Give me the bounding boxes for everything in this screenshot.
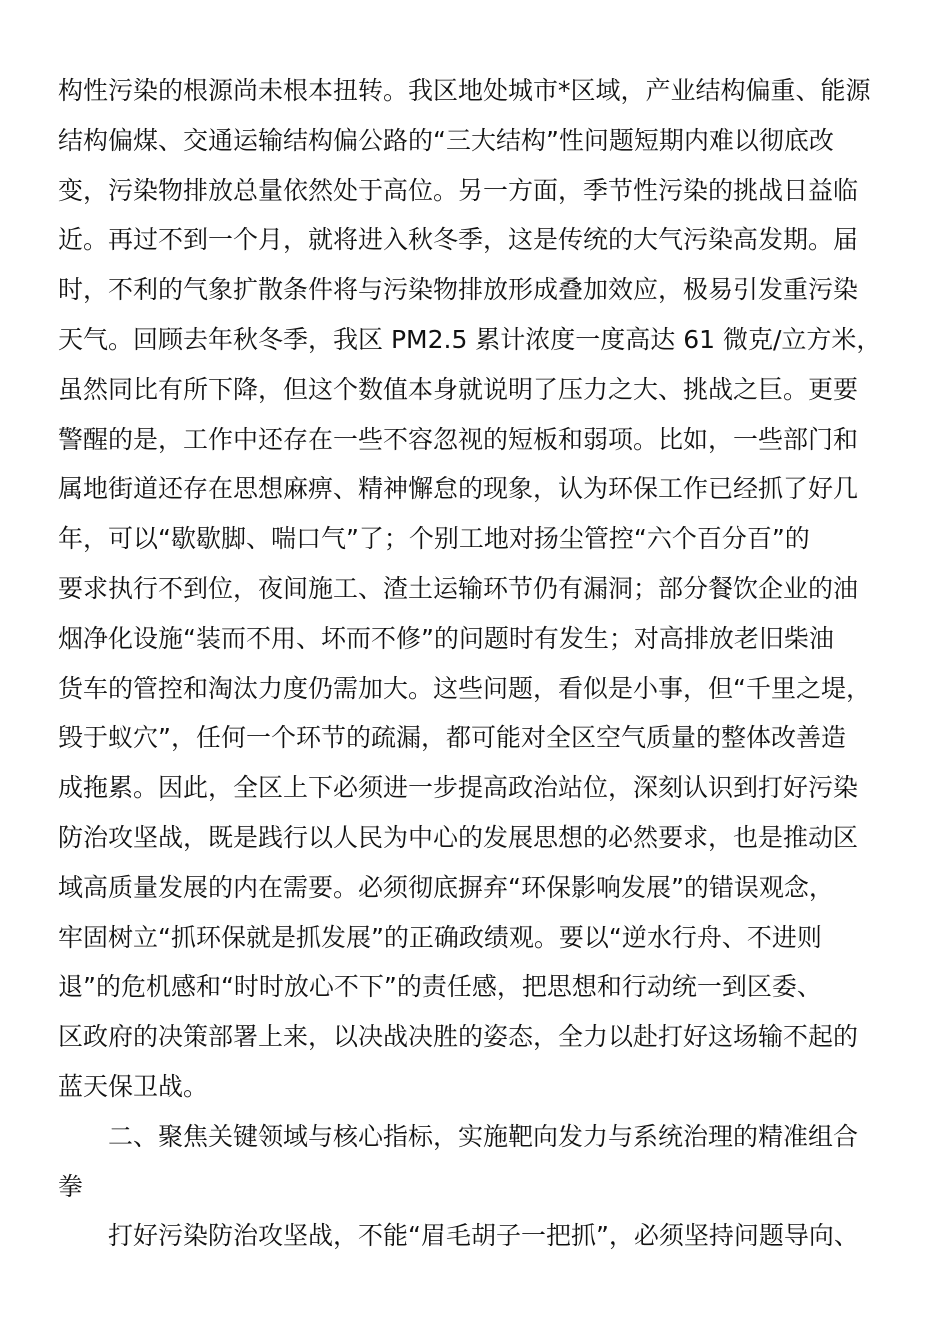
paragraph-1 (58, 66, 898, 1112)
paragraph-line: 打好污染防治攻坚战，不能“眉毛胡子一把抓”，必须坚持问题导向、 (108, 1221, 859, 1251)
paragraph-line: 近。再过不到一个月，就将进入秋冬季，这是传统的大气污染高发期。届 (58, 225, 859, 255)
paragraph-line: 烟净化设施“装而不用、坏而不修”的问题时有发生；对高排放老旧柴油 (58, 623, 834, 653)
heading-line: 拳 (58, 1171, 84, 1201)
paragraph-line: 牢固树立“抓环保就是抓发展”的正确政绩观。要以“逆水行舟、不进则 (58, 922, 822, 952)
paragraph-line: 成拖累。因此，全区上下必须进一步提高政治站位，深刻认识到打好污染 (58, 773, 859, 803)
paragraph-line: 货车的管控和淘汰力度仍需加大。这些问题，看似是小事，但“千里之堤， (58, 673, 871, 703)
paragraph-line: 虽然同比有所下降，但这个数值本身就说明了压力之大、挑战之巨。更要 (58, 374, 859, 404)
section-heading (58, 1112, 898, 1212)
paragraph-line: 结构偏煤、交通运输结构偏公路的“三大结构”性问题短期内难以彻底改 (58, 125, 834, 155)
paragraph-line: 毁于蚁穴”，任何一个环节的疏漏，都可能对全区空气质量的整体改善造 (58, 723, 846, 753)
paragraph-line: 构性污染的根源尚未根本扭转。我区地处城市*区域，产业结构偏重、能源 (58, 76, 871, 105)
paragraph-line: 防治攻坚战，既是践行以人民为中心的发展思想的必然要求，也是推动区 (58, 822, 859, 852)
paragraph-2 (58, 1211, 898, 1261)
paragraph-line: 要求执行不到位，夜间施工、渣土运输环节仍有漏洞；部分餐饮企业的油 (58, 573, 859, 603)
paragraph-line: 时，不利的气象扩散条件将与污染物排放形成叠加效应，极易引发重污染 (58, 275, 859, 305)
document-body (58, 66, 898, 1261)
paragraph-line: 年，可以“歇歇脚、喘口气”了；个别工地对扬尘管控“六个百分百”的 (58, 524, 810, 554)
heading-line: 二、聚焦关键领域与核心指标，实施靶向发力与系统治理的精准组合 (108, 1121, 859, 1151)
paragraph-line: 区政府的决策部署上来，以决战决胜的姿态，全力以赴打好这场输不起的 (58, 1022, 859, 1052)
paragraph-line: 蓝天保卫战。 (58, 1071, 209, 1101)
paragraph-line: 属地街道还存在思想麻痹、精神懈怠的现象，认为环保工作已经抓了好几 (58, 474, 859, 504)
paragraph-line: 变，污染物排放总量依然处于高位。另一方面，季节性污染的挑战日益临 (58, 175, 859, 205)
paragraph-line: 警醒的是，工作中还存在一些不容忽视的短板和弱项。比如，一些部门和 (58, 424, 859, 454)
paragraph-line: 天气。回顾去年秋冬季，我区 PM2.5 累计浓度一度高达 61 微克/立方米， (58, 324, 882, 354)
paragraph-line: 退”的危机感和“时时放心不下”的责任感，把思想和行动统一到区委、 (58, 972, 822, 1002)
paragraph-line: 域高质量发展的内在需要。必须彻底摒弃“环保影响发展”的错误观念， (58, 872, 834, 902)
